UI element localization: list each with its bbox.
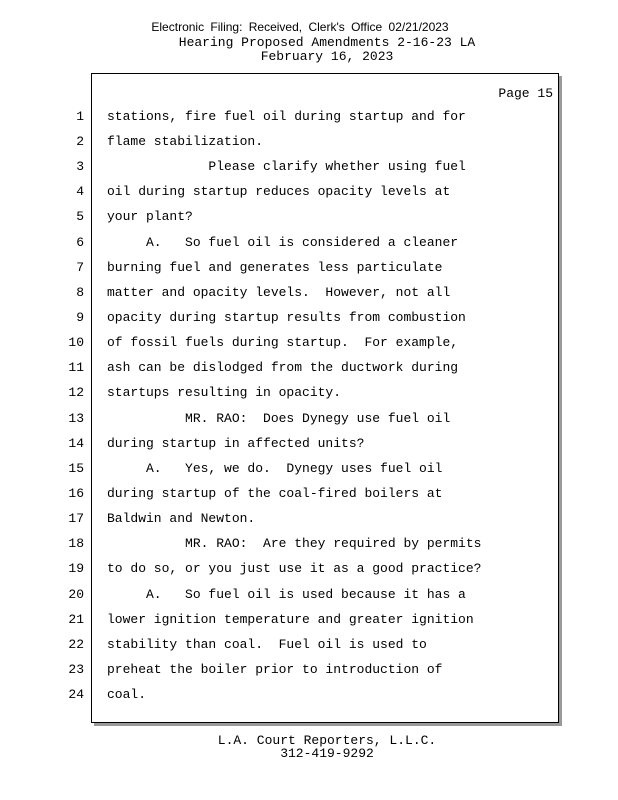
line-number: 14 <box>68 436 84 451</box>
transcript-line: flame stabilization. <box>107 134 264 149</box>
reporter-company: L.A. Court Reporters, L.L.C. <box>217 733 437 748</box>
transcript-line: of fossil fuels during startup. For example, <box>107 335 459 350</box>
transcript-line: A. So fuel oil is used because it has a <box>107 587 466 602</box>
transcript-line: stability than coal. Fuel oil is used to <box>107 637 427 652</box>
line-number: 19 <box>68 561 84 576</box>
line-number: 4 <box>76 184 84 199</box>
filing-stamp: Electronic Filing: Received, Clerk's Office 02/21/2023 <box>151 20 449 34</box>
page-number: Page 15 <box>498 86 553 101</box>
transcript-line: MR. RAO: Does Dynegy use fuel oil <box>107 411 451 426</box>
line-number: 6 <box>76 235 84 250</box>
transcript-line: during startup in affected units? <box>107 436 365 451</box>
transcript-line: matter and opacity levels. However, not all <box>107 285 451 300</box>
transcript-line: burning fuel and generates less particulate <box>107 260 443 275</box>
transcript-line: preheat the boiler prior to introduction of <box>107 662 443 677</box>
line-number: 24 <box>68 687 84 702</box>
line-number: 21 <box>68 612 84 627</box>
transcript-line: Baldwin and Newton. <box>107 511 256 526</box>
transcript-line: oil during startup reduces opacity levels at <box>107 184 451 199</box>
line-number: 18 <box>68 536 84 551</box>
line-number: 8 <box>76 285 84 300</box>
line-number: 2 <box>76 134 84 149</box>
line-number: 17 <box>68 511 84 526</box>
transcript-line: to do so, or you just use it as a good practice? <box>107 561 482 576</box>
line-number: 11 <box>68 360 84 375</box>
line-number: 15 <box>68 461 84 476</box>
hearing-date: February 16, 2023 <box>260 49 394 64</box>
line-number: 20 <box>68 587 84 602</box>
transcript-line: stations, fire fuel oil during startup and for <box>107 109 466 124</box>
line-number: 10 <box>68 335 84 350</box>
hearing-title: Hearing Proposed Amendments 2-16-23 LA <box>178 35 476 50</box>
line-number: 1 <box>76 109 84 124</box>
transcript-line: startups resulting in opacity. <box>107 385 342 400</box>
transcript-line: Please clarify whether using fuel <box>107 159 466 174</box>
reporter-phone: 312-419-9292 <box>280 746 374 761</box>
line-number: 3 <box>76 159 84 174</box>
transcript-line: opacity during startup results from combustion <box>107 310 466 325</box>
transcript-line: A. So fuel oil is considered a cleaner <box>107 235 459 250</box>
transcript-line: during startup of the coal-fired boilers at <box>107 486 443 501</box>
line-number: 7 <box>76 260 84 275</box>
line-number: 5 <box>76 209 84 224</box>
transcript-line: A. Yes, we do. Dynegy uses fuel oil <box>107 461 443 476</box>
line-number: 16 <box>68 486 84 501</box>
transcript-line: ash can be dislodged from the ductwork during <box>107 360 459 375</box>
line-number: 9 <box>76 310 84 325</box>
line-number: 13 <box>68 411 84 426</box>
line-number: 12 <box>68 385 84 400</box>
line-number: 22 <box>68 637 84 652</box>
transcript-line: lower ignition temperature and greater ignition <box>107 612 474 627</box>
line-number: 23 <box>68 662 84 677</box>
transcript-line: your plant? <box>107 209 193 224</box>
transcript-line: coal. <box>107 687 147 702</box>
transcript-line: MR. RAO: Are they required by permits <box>107 536 482 551</box>
